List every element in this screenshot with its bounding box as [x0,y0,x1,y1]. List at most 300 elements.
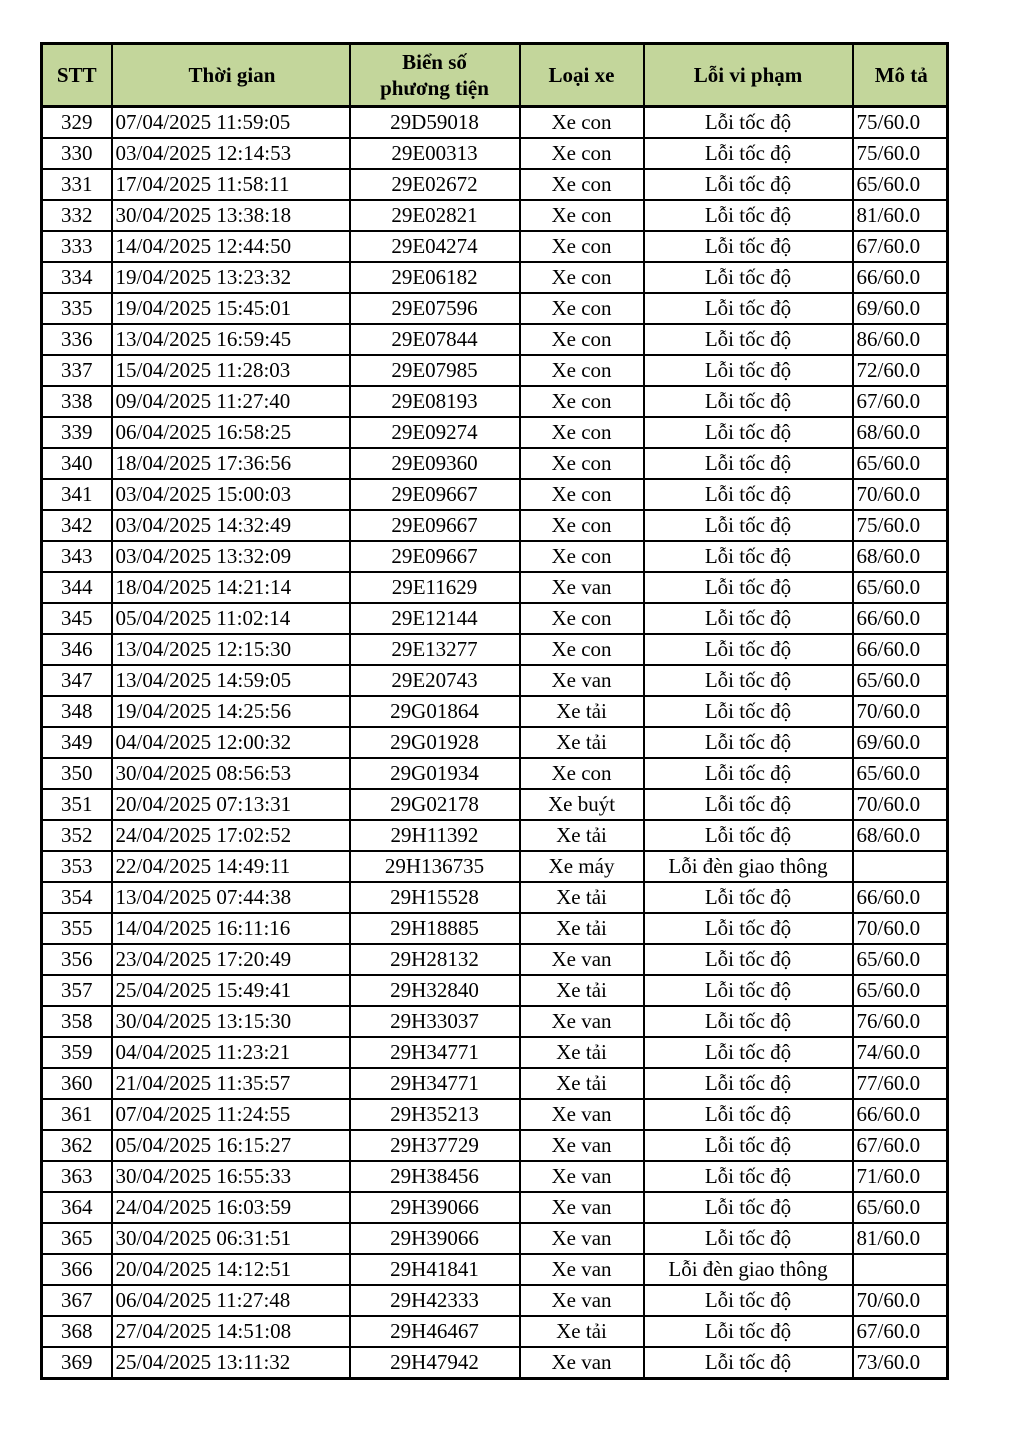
cell-time: 06/04/2025 11:27:48 [112,1285,350,1316]
cell-violation: Lỗi tốc độ [644,138,853,169]
cell-plate: 29H18885 [350,913,520,944]
cell-desc: 67/60.0 [853,1130,948,1161]
cell-violation: Lỗi tốc độ [644,882,853,913]
cell-stt: 338 [42,386,112,417]
cell-desc: 81/60.0 [853,200,948,231]
cell-type: Xe con [520,603,644,634]
cell-desc: 76/60.0 [853,1006,948,1037]
table-row [42,1037,948,1068]
cell-time: 07/04/2025 11:59:05 [112,107,350,139]
table-row [42,1254,948,1285]
cell-time: 06/04/2025 16:58:25 [112,417,350,448]
header-mo-ta [853,44,948,107]
cell-desc: 65/60.0 [853,665,948,696]
cell-type: Xe van [520,1130,644,1161]
cell-violation: Lỗi tốc độ [644,1285,853,1316]
table-row [42,789,948,820]
cell-stt: 356 [42,944,112,975]
cell-stt: 354 [42,882,112,913]
cell-desc: 68/60.0 [853,541,948,572]
table-row [42,696,948,727]
cell-desc: 72/60.0 [853,355,948,386]
cell-type: Xe tải [520,820,644,851]
table-row [42,1316,948,1347]
cell-desc [853,851,948,882]
cell-stt: 367 [42,1285,112,1316]
violations-table [40,42,949,1380]
cell-plate: 29H39066 [350,1192,520,1223]
cell-type: Xe van [520,1192,644,1223]
table-row [42,1006,948,1037]
cell-stt: 349 [42,727,112,758]
cell-stt: 357 [42,975,112,1006]
cell-time: 23/04/2025 17:20:49 [112,944,350,975]
cell-type: Xe van [520,944,644,975]
table-row [42,944,948,975]
cell-violation: Lỗi tốc độ [644,634,853,665]
cell-violation: Lỗi tốc độ [644,1006,853,1037]
cell-time: 24/04/2025 17:02:52 [112,820,350,851]
cell-plate: 29H41841 [350,1254,520,1285]
cell-time: 13/04/2025 12:15:30 [112,634,350,665]
cell-time: 18/04/2025 14:21:14 [112,572,350,603]
cell-type: Xe con [520,262,644,293]
cell-plate: 29H34771 [350,1037,520,1068]
table-row [42,1099,948,1130]
cell-type: Xe con [520,479,644,510]
cell-violation: Lỗi tốc độ [644,1037,853,1068]
cell-plate: 29E07844 [350,324,520,355]
cell-time: 20/04/2025 07:13:31 [112,789,350,820]
cell-time: 19/04/2025 14:25:56 [112,696,350,727]
table-row [42,386,948,417]
table-row [42,1161,948,1192]
cell-type: Xe con [520,386,644,417]
cell-time: 03/04/2025 14:32:49 [112,510,350,541]
cell-stt: 348 [42,696,112,727]
cell-time: 15/04/2025 11:28:03 [112,355,350,386]
cell-type: Xe van [520,1161,644,1192]
cell-time: 17/04/2025 11:58:11 [112,169,350,200]
cell-violation: Lỗi tốc độ [644,510,853,541]
header-mo-ta-label: Mô tả [874,62,928,87]
cell-time: 13/04/2025 14:59:05 [112,665,350,696]
header-stt [42,44,112,107]
cell-violation: Lỗi đèn giao thông [644,851,853,882]
cell-type: Xe van [520,1099,644,1130]
cell-violation: Lỗi tốc độ [644,696,853,727]
cell-time: 19/04/2025 13:23:32 [112,262,350,293]
cell-violation: Lỗi tốc độ [644,541,853,572]
cell-stt: 347 [42,665,112,696]
cell-stt: 366 [42,1254,112,1285]
cell-desc: 70/60.0 [853,479,948,510]
cell-desc: 65/60.0 [853,448,948,479]
cell-violation: Lỗi tốc độ [644,913,853,944]
table-row [42,417,948,448]
cell-plate: 29E09274 [350,417,520,448]
header-thoi-gian-label: Thời gian [188,62,276,87]
cell-violation: Lỗi đèn giao thông [644,1254,853,1285]
cell-plate: 29E07985 [350,355,520,386]
cell-stt: 363 [42,1161,112,1192]
cell-desc: 71/60.0 [853,1161,948,1192]
table-row [42,169,948,200]
cell-desc: 68/60.0 [853,417,948,448]
cell-plate: 29G02178 [350,789,520,820]
cell-violation: Lỗi tốc độ [644,975,853,1006]
cell-violation: Lỗi tốc độ [644,572,853,603]
cell-violation: Lỗi tốc độ [644,603,853,634]
cell-violation: Lỗi tốc độ [644,1223,853,1254]
cell-plate: 29H46467 [350,1316,520,1347]
cell-stt: 342 [42,510,112,541]
cell-type: Xe con [520,324,644,355]
cell-stt: 337 [42,355,112,386]
cell-type: Xe tải [520,882,644,913]
cell-stt: 368 [42,1316,112,1347]
cell-type: Xe tải [520,975,644,1006]
cell-type: Xe tải [520,1037,644,1068]
cell-type: Xe tải [520,1068,644,1099]
cell-violation: Lỗi tốc độ [644,1316,853,1347]
header-stt-label: STT [56,62,97,87]
cell-plate: 29H11392 [350,820,520,851]
cell-time: 07/04/2025 11:24:55 [112,1099,350,1130]
cell-type: Xe van [520,665,644,696]
table-row [42,1130,948,1161]
cell-plate: 29E09667 [350,541,520,572]
cell-plate: 29H28132 [350,944,520,975]
cell-violation: Lỗi tốc độ [644,1099,853,1130]
cell-desc: 70/60.0 [853,789,948,820]
cell-time: 14/04/2025 16:11:16 [112,913,350,944]
table-row [42,293,948,324]
cell-plate: 29E20743 [350,665,520,696]
cell-type: Xe van [520,1254,644,1285]
cell-desc: 66/60.0 [853,262,948,293]
cell-violation: Lỗi tốc độ [644,1347,853,1379]
cell-type: Xe con [520,510,644,541]
cell-stt: 329 [42,107,112,139]
table-row [42,262,948,293]
cell-type: Xe van [520,1006,644,1037]
cell-desc: 74/60.0 [853,1037,948,1068]
cell-time: 21/04/2025 11:35:57 [112,1068,350,1099]
cell-violation: Lỗi tốc độ [644,293,853,324]
cell-stt: 352 [42,820,112,851]
cell-stt: 359 [42,1037,112,1068]
cell-type: Xe van [520,572,644,603]
cell-plate: 29E00313 [350,138,520,169]
cell-type: Xe con [520,293,644,324]
cell-violation: Lỗi tốc độ [644,1161,853,1192]
cell-plate: 29E09360 [350,448,520,479]
table-row [42,975,948,1006]
header-loai-xe [520,44,644,107]
cell-plate: 29H33037 [350,1006,520,1037]
table-row [42,1285,948,1316]
cell-desc: 75/60.0 [853,107,948,139]
cell-type: Xe con [520,231,644,262]
table-row [42,541,948,572]
cell-type: Xe tải [520,727,644,758]
table-row [42,913,948,944]
table-row [42,107,948,139]
cell-type: Xe con [520,541,644,572]
cell-desc: 77/60.0 [853,1068,948,1099]
cell-plate: 29E02672 [350,169,520,200]
table-row [42,1068,948,1099]
table-row [42,355,948,386]
cell-desc: 66/60.0 [853,634,948,665]
cell-stt: 339 [42,417,112,448]
table-row [42,882,948,913]
cell-stt: 355 [42,913,112,944]
table-row [42,758,948,789]
table-row [42,479,948,510]
cell-plate: 29G01934 [350,758,520,789]
cell-violation: Lỗi tốc độ [644,665,853,696]
cell-time: 25/04/2025 13:11:32 [112,1347,350,1379]
cell-stt: 358 [42,1006,112,1037]
cell-stt: 340 [42,448,112,479]
cell-violation: Lỗi tốc độ [644,448,853,479]
cell-type: Xe con [520,355,644,386]
header-loi-vi-pham [644,44,853,107]
table-row [42,727,948,758]
cell-desc: 65/60.0 [853,758,948,789]
table-row [42,448,948,479]
cell-violation: Lỗi tốc độ [644,944,853,975]
cell-stt: 353 [42,851,112,882]
cell-type: Xe tải [520,696,644,727]
cell-time: 09/04/2025 11:27:40 [112,386,350,417]
cell-violation: Lỗi tốc độ [644,231,853,262]
cell-stt: 369 [42,1347,112,1379]
cell-plate: 29H35213 [350,1099,520,1130]
cell-plate: 29H15528 [350,882,520,913]
header-bien-so [350,44,520,107]
cell-stt: 335 [42,293,112,324]
cell-plate: 29E09667 [350,479,520,510]
cell-time: 04/04/2025 11:23:21 [112,1037,350,1068]
cell-desc: 81/60.0 [853,1223,948,1254]
cell-stt: 334 [42,262,112,293]
cell-desc: 65/60.0 [853,975,948,1006]
cell-plate: 29E12144 [350,603,520,634]
table-row [42,634,948,665]
cell-violation: Lỗi tốc độ [644,324,853,355]
cell-time: 22/04/2025 14:49:11 [112,851,350,882]
cell-type: Xe máy [520,851,644,882]
cell-violation: Lỗi tốc độ [644,479,853,510]
table-row [42,1192,948,1223]
cell-plate: 29H39066 [350,1223,520,1254]
table-row [42,851,948,882]
table-row [42,603,948,634]
cell-plate: 29E11629 [350,572,520,603]
table-row [42,572,948,603]
cell-time: 13/04/2025 07:44:38 [112,882,350,913]
table-row [42,231,948,262]
cell-time: 24/04/2025 16:03:59 [112,1192,350,1223]
header-loi-vi-pham-label: Lỗi vi phạm [693,62,803,87]
cell-desc [853,1254,948,1285]
cell-plate: 29E08193 [350,386,520,417]
violations-table-header [42,44,948,107]
cell-time: 30/04/2025 08:56:53 [112,758,350,789]
table-row [42,324,948,355]
cell-time: 19/04/2025 15:45:01 [112,293,350,324]
cell-violation: Lỗi tốc độ [644,417,853,448]
cell-type: Xe tải [520,1316,644,1347]
cell-type: Xe con [520,169,644,200]
cell-type: Xe con [520,138,644,169]
cell-desc: 69/60.0 [853,727,948,758]
cell-plate: 29E07596 [350,293,520,324]
cell-desc: 65/60.0 [853,944,948,975]
cell-violation: Lỗi tốc độ [644,386,853,417]
cell-desc: 67/60.0 [853,1316,948,1347]
cell-desc: 75/60.0 [853,138,948,169]
cell-type: Xe con [520,200,644,231]
cell-plate: 29E02821 [350,200,520,231]
cell-type: Xe con [520,107,644,139]
cell-type: Xe con [520,417,644,448]
cell-plate: 29H34771 [350,1068,520,1099]
cell-desc: 65/60.0 [853,169,948,200]
cell-desc: 67/60.0 [853,231,948,262]
cell-time: 18/04/2025 17:36:56 [112,448,350,479]
cell-type: Xe van [520,1347,644,1379]
cell-stt: 344 [42,572,112,603]
cell-time: 30/04/2025 06:31:51 [112,1223,350,1254]
cell-violation: Lỗi tốc độ [644,355,853,386]
cell-desc: 75/60.0 [853,510,948,541]
cell-time: 27/04/2025 14:51:08 [112,1316,350,1347]
cell-plate: 29H47942 [350,1347,520,1379]
cell-time: 03/04/2025 13:32:09 [112,541,350,572]
cell-time: 03/04/2025 12:14:53 [112,138,350,169]
cell-plate: 29D59018 [350,107,520,139]
cell-stt: 333 [42,231,112,262]
cell-plate: 29E13277 [350,634,520,665]
cell-stt: 332 [42,200,112,231]
table-row [42,665,948,696]
cell-time: 25/04/2025 15:49:41 [112,975,350,1006]
header-bien-so-label: Biển số phương tiện [380,49,489,100]
cell-stt: 330 [42,138,112,169]
cell-plate: 29E09667 [350,510,520,541]
cell-desc: 70/60.0 [853,696,948,727]
cell-time: 30/04/2025 13:15:30 [112,1006,350,1037]
cell-stt: 365 [42,1223,112,1254]
cell-stt: 331 [42,169,112,200]
cell-plate: 29H42333 [350,1285,520,1316]
cell-plate: 29H136735 [350,851,520,882]
cell-stt: 345 [42,603,112,634]
cell-time: 03/04/2025 15:00:03 [112,479,350,510]
cell-violation: Lỗi tốc độ [644,1068,853,1099]
cell-desc: 65/60.0 [853,1192,948,1223]
cell-violation: Lỗi tốc độ [644,758,853,789]
table-row [42,510,948,541]
cell-plate: 29G01928 [350,727,520,758]
table-row [42,1347,948,1379]
cell-time: 05/04/2025 11:02:14 [112,603,350,634]
cell-type: Xe van [520,1285,644,1316]
cell-stt: 350 [42,758,112,789]
cell-desc: 86/60.0 [853,324,948,355]
cell-time: 13/04/2025 16:59:45 [112,324,350,355]
cell-desc: 70/60.0 [853,913,948,944]
cell-stt: 351 [42,789,112,820]
violations-table-body [42,107,948,1379]
table-row [42,138,948,169]
cell-violation: Lỗi tốc độ [644,1130,853,1161]
cell-stt: 343 [42,541,112,572]
cell-desc: 67/60.0 [853,386,948,417]
cell-violation: Lỗi tốc độ [644,789,853,820]
cell-type: Xe con [520,448,644,479]
cell-type: Xe con [520,634,644,665]
cell-plate: 29H32840 [350,975,520,1006]
cell-plate: 29H37729 [350,1130,520,1161]
cell-desc: 68/60.0 [853,820,948,851]
cell-violation: Lỗi tốc độ [644,107,853,139]
cell-violation: Lỗi tốc độ [644,1192,853,1223]
cell-plate: 29E04274 [350,231,520,262]
cell-desc: 66/60.0 [853,1099,948,1130]
cell-violation: Lỗi tốc độ [644,820,853,851]
cell-desc: 65/60.0 [853,572,948,603]
cell-plate: 29E06182 [350,262,520,293]
cell-type: Xe tải [520,913,644,944]
header-thoi-gian [112,44,350,107]
cell-stt: 361 [42,1099,112,1130]
header-loai-xe-label: Loại xe [548,62,615,87]
cell-desc: 69/60.0 [853,293,948,324]
cell-desc: 70/60.0 [853,1285,948,1316]
table-row [42,200,948,231]
table-row [42,820,948,851]
cell-violation: Lỗi tốc độ [644,727,853,758]
header-row [42,44,948,107]
cell-stt: 341 [42,479,112,510]
cell-plate: 29G01864 [350,696,520,727]
cell-time: 30/04/2025 13:38:18 [112,200,350,231]
cell-time: 30/04/2025 16:55:33 [112,1161,350,1192]
cell-type: Xe buýt [520,789,644,820]
cell-desc: 66/60.0 [853,882,948,913]
cell-desc: 66/60.0 [853,603,948,634]
cell-time: 20/04/2025 14:12:51 [112,1254,350,1285]
table-row [42,1223,948,1254]
cell-violation: Lỗi tốc độ [644,262,853,293]
cell-stt: 364 [42,1192,112,1223]
cell-time: 05/04/2025 16:15:27 [112,1130,350,1161]
cell-plate: 29H38456 [350,1161,520,1192]
cell-stt: 336 [42,324,112,355]
cell-type: Xe van [520,1223,644,1254]
cell-desc: 73/60.0 [853,1347,948,1379]
cell-stt: 346 [42,634,112,665]
cell-stt: 360 [42,1068,112,1099]
cell-time: 14/04/2025 12:44:50 [112,231,350,262]
cell-violation: Lỗi tốc độ [644,200,853,231]
cell-stt: 362 [42,1130,112,1161]
